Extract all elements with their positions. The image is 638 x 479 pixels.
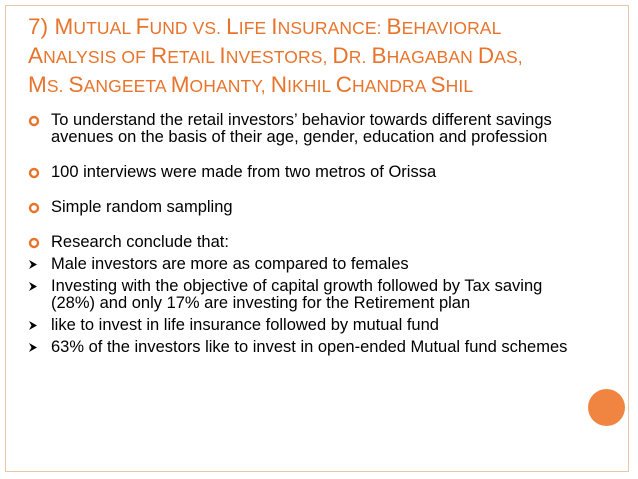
title-segment: IKHIL (287, 76, 336, 96)
title-segment: I (219, 43, 226, 68)
title-segment: A (28, 43, 44, 68)
title-line-2 (28, 42, 588, 71)
bullet-text: To understand the retail investors’ behavior towards different savings avenues on the basis of their age, gender, education and profession (51, 111, 552, 146)
title-segment: UTUAL (73, 18, 136, 38)
title-segment: B (386, 14, 402, 39)
sub-bullet-item (28, 339, 588, 356)
sub-bullet-item (28, 256, 588, 273)
sub-bullet-text: like to invest in life insurance followed by mutual fund (51, 316, 439, 334)
title-segment: N (270, 72, 288, 97)
title-segment: C (335, 72, 353, 97)
title-line-1 (28, 13, 588, 42)
bullet-text: Research conclude that: (51, 233, 229, 251)
title-segment: ETAIL (167, 47, 220, 67)
title-segment: S (430, 72, 446, 97)
slide-title (28, 13, 588, 100)
sub-bullet-text: Investing with the objective of capital growth followed by Tax saving (28%) and only 17% are investing for the Retirement plan (51, 277, 543, 312)
title-segment: UND VS. (149, 18, 227, 38)
slide-content (28, 112, 588, 356)
title-segment: IFE (238, 18, 272, 38)
title-segment: 7) M (28, 14, 74, 39)
bullet-text: 100 interviews were made from two metros of Orissa (51, 163, 437, 181)
title-segment: HANDRA (352, 76, 431, 96)
title-segment: M (28, 72, 47, 97)
bullet-item (28, 112, 588, 146)
title-segment: R. (348, 47, 372, 67)
decorative-circle (588, 389, 625, 426)
title-segment: F (135, 14, 150, 39)
title-line-3 (28, 71, 588, 100)
title-segment: ANGEETA (83, 76, 171, 96)
arrowhead-bullet-icon (28, 278, 44, 292)
bullet-item (28, 234, 588, 251)
arrowhead-bullet-icon (28, 339, 44, 353)
sub-bullet-item (28, 278, 588, 312)
bullet-item (28, 164, 588, 181)
title-segment: S (68, 72, 84, 97)
title-segment: NALYSIS OF (43, 47, 151, 67)
sub-bullet-item (28, 317, 588, 334)
title-segment: B (371, 43, 387, 68)
title-segment: M (170, 72, 190, 97)
title-segment: EHAVIORAL (401, 18, 502, 38)
title-segment: NVESTORS, (225, 47, 333, 67)
title-segment: L (226, 14, 239, 39)
title-segment: D (332, 43, 349, 68)
title-segment: NSURANCE: (277, 18, 387, 38)
title-segment: HAGABAN (386, 47, 478, 67)
arrowhead-bullet-icon (28, 256, 44, 270)
ring-bullet-icon (28, 164, 44, 179)
sub-bullet-text: 63% of the investors like to invest in open-ended Mutual fund schemes (51, 338, 568, 356)
sub-bullet-text: Male investors are more as compared to females (51, 255, 409, 273)
title-segment: AS, (494, 47, 523, 67)
bullet-item (28, 199, 588, 216)
arrowhead-bullet-icon (28, 317, 44, 331)
ring-bullet-icon (28, 199, 44, 214)
title-segment: I (271, 14, 278, 39)
title-segment: R (150, 43, 168, 68)
title-segment: HIL (445, 76, 474, 96)
title-segment: S. (46, 76, 69, 96)
ring-bullet-icon (28, 234, 44, 249)
bullet-text: Simple random sampling (51, 198, 233, 216)
ring-bullet-icon (28, 112, 44, 127)
title-segment: OHANTY, (189, 76, 271, 96)
title-segment: D (477, 43, 495, 68)
